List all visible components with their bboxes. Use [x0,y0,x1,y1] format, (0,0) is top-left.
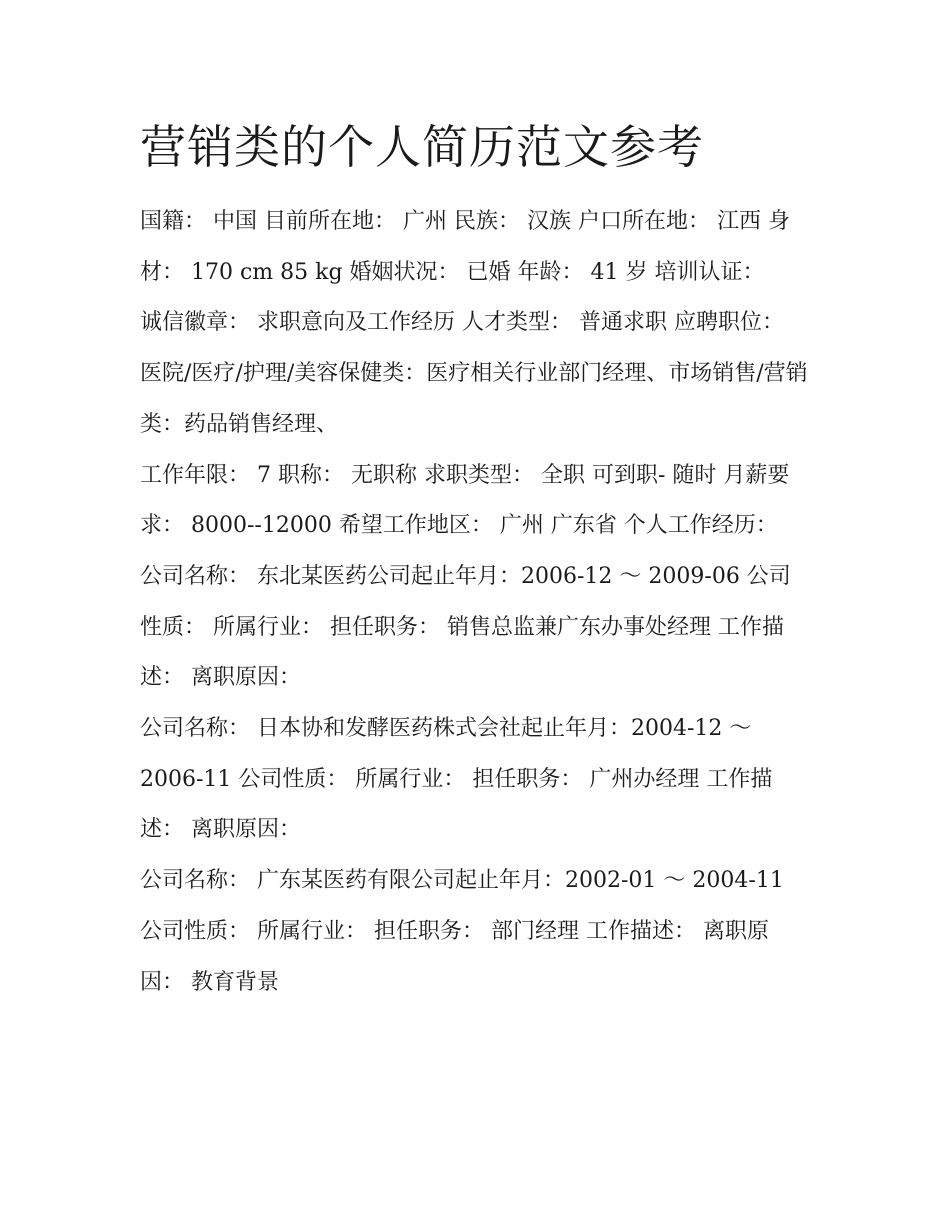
paragraph-job-requirements: 工作年限： 7 职称： 无职称 求职类型： 全职 可到职- 随时 月薪要求： 8000--12000 希望工作地区： 广州 广东省 个人工作经历： [140,462,790,539]
paragraph-basic-info: 国籍： 中国 目前所在地： 广州 民族： 汉族 户口所在地： 江西 身材： 170 cm 85 kg 婚姻状况： 已婚 年龄： 41 岁 培训认证： [140,209,790,285]
paragraph-job-intention: 诚信徽章： 求职意向及工作经历 人才类型： 普通求职 应聘职位： 医院/医疗/护理/美容保健类：医疗相关行业部门经理、市场销售/营销类：药品销售经理、 [140,310,808,437]
paragraph-work-experience-1: 公司名称： 东北某医药公司起止年月：2006-12 ～ 2009-06 公司性质： 所属行业： 担任职务： 销售总监兼广东办事处经理 工作描述： 离职原因： [140,563,791,691]
paragraph-work-experience-2: 公司名称： 日本协和发酵医药株式会社起止年月：2004-12 ～ 2006-11 公司性质： 所属行业： 担任职务： 广州办经理 工作描述： 离职原因： [140,716,773,843]
document-page [140,112,812,1008]
document-title: 营销类的个人简历范文参考 [140,120,704,174]
paragraph-work-experience-3: 公司名称： 广东某医药有限公司起止年月：2002-01 ～ 2004-11 公司性质： 所属行业： 担任职务： 部门经理 工作描述： 离职原因： 教育背景 [140,868,784,995]
